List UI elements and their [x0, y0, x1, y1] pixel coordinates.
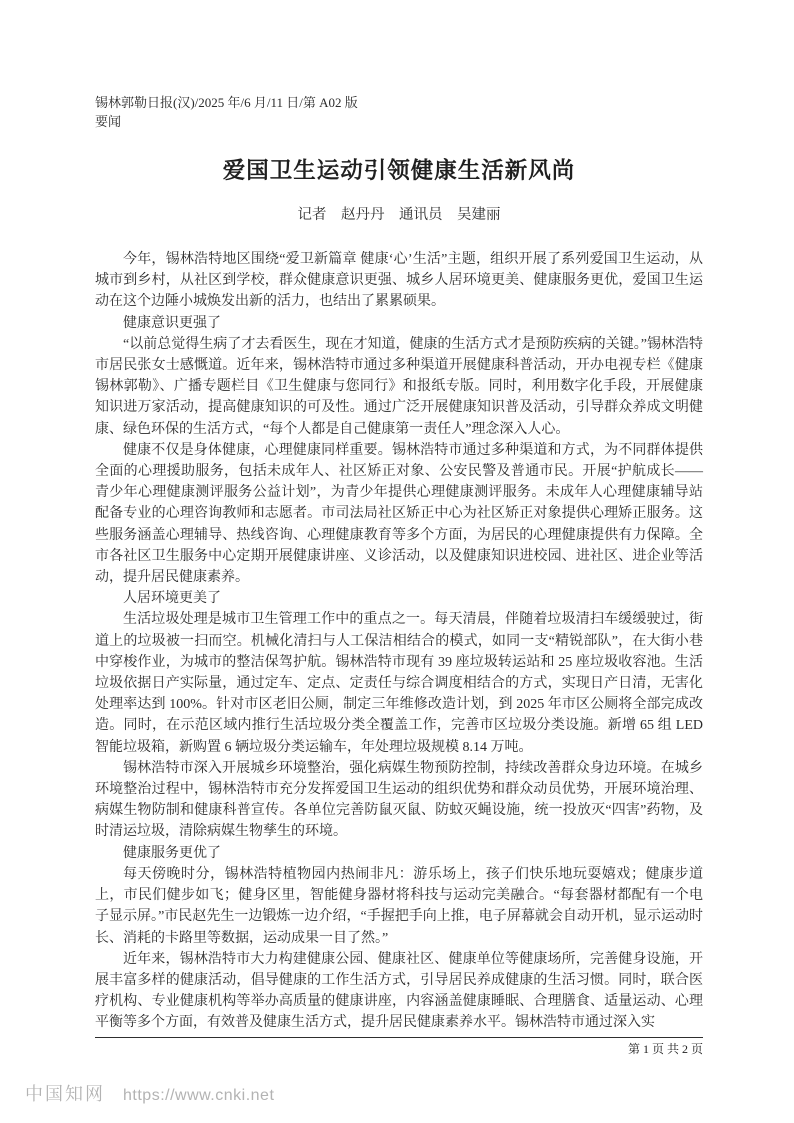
section-subhead: 人居环境更美了 — [123, 591, 221, 607]
body-paragraph: “以前总觉得生病了才去看医生，现在才知道，健康的生活方式才是预防疾病的关键。”锡林浩特市居民张女士感慨道。近年来，锡林浩特市通过多种渠道开展健康科普活动，开办电视专栏《健康锡林郭勒》、广播专题栏目《卫生健康与您同行》和报纸专版。同时，利用数字化手段，开展健康知识进万家活动，提高健康知识的可及性。通过广泛开展健康知识普及活动，引导群众养成文明健康、绿色环保的生活方式，“每个人都是自己健康第一责任人”理念深入人心。 — [95, 336, 703, 437]
cnki-watermark — [25, 1080, 274, 1106]
section-subhead: 健康意识更强了 — [123, 315, 221, 331]
body-paragraph: 生活垃圾处理是城市卫生管理工作中的重点之一。每天清晨，伴随着垃圾清扫车缓缓驶过，街道上的垃圾被一扫而空。机械化清扫与人工保洁相结合的模式，如同一支“精锐部队”，在大街小巷中穿梭作业，为城市的整洁保驾护航。锡林浩特市现有 39 座垃圾转运站和 25 座垃圾收容池。生活垃圾依据日产实际量，通过定车、定点、定责任与综合调度相结合的方式，实现日产日清，无害化处理率达到 100%。针对市区老旧公厕，制定三年维修改造计划，到 2025 年市区公厕将全部完成改造。同时，在示范区域内推行生活垃圾分类全覆盖工作，完善市区垃圾分类设施。新增 65 组 LED 智能垃圾箱，新购置 6 辆垃圾分类运输车，年处理垃圾规模 8.14 万吨。 — [95, 612, 703, 755]
cnki-url-label: https://www.cnki.net — [123, 1087, 275, 1104]
page-footer — [95, 1037, 703, 1057]
article-body — [95, 249, 703, 1034]
article-byline: 记者 赵丹丹 通讯员 吴建丽 — [297, 207, 501, 223]
newspaper-source-line: 锡林郭勒日报(汉)/2025 年/6 月/11 日/第 A02 版 — [95, 95, 358, 110]
body-paragraph: 锡林浩特市深入开展城乡环境整治，强化病媒生物预防控制，持续改善群众身边环境。在城乡环境整治过程中，锡林浩特市充分发挥爱国卫生运动的组织优势和群众动员优势，开展环境治理、病媒生物防制和健康科普宣传。各单位完善防鼠灭鼠、防蚊灭蝇设施，统一投放灭“四害”药物，及时清运垃圾，清除病媒生物孳生的环境。 — [95, 760, 703, 840]
article-title: 爱国卫生运动引领健康生活新风尚 — [222, 158, 576, 183]
section-subhead: 健康服务更优了 — [123, 845, 221, 861]
body-paragraph: 每天傍晚时分，锡林浩特植物园内热闹非凡：游乐场上，孩子们快乐地玩耍嬉戏；健康步道上，市民们健步如飞；健身区里，智能健身器材将科技与运动完美融合。“每套器材都配有一个电子显示屏。”市民赵先生一边锻炼一边介绍，“手握把手向上推，电子屏幕就会自动开机，显示运动时长、消耗的卡路里等数据，运动成果一目了然。” — [95, 866, 703, 946]
body-paragraph: 今年，锡林浩特地区围绕“爱卫新篇章 健康‘心’生活”主题，组织开展了系列爱国卫生运动，从城市到乡村，从社区到学校，群众健康意识更强、城乡人居环境更美、健康服务更优，爱国卫生运动在这个边陲小城焕发出新的活力，也结出了累累硕果。 — [95, 252, 703, 310]
body-paragraph: 近年来，锡林浩特市大力构建健康公园、健康社区、健康单位等健康场所，完善健身设施，开展丰富多样的健康活动，倡导健康的工作生活方式，引导居民养成健康的生活习惯。同时，联合医疗机构、专业健康机构等举办高质量的健康讲座，内容涵盖健康睡眠、合理膳食、适量运动、心理平衡等多个方面，有效普及健康生活方式，提升居民健康素养水平。锡林浩特市通过深入实 — [95, 951, 703, 1031]
page-number-indicator: 第 1 页 共 2 页 — [627, 1042, 703, 1056]
body-paragraph: 健康不仅是身体健康，心理健康同样重要。锡林浩特市通过多种渠道和方式，为不同群体提供全面的心理援助服务，包括未成年人、社区矫正对象、公安民警及普通市民。开展“护航成长——青少年心理健康测评服务公益计划”，为青少年提供心理健康测评服务。未成年人心理健康辅导站配备专业的心理咨询教师和志愿者。市司法局社区矫正中心为社区矫正对象提供心理矫正服务。这些服务涵盖心理辅导、热线咨询、心理健康教育等多个方面，为居民的心理健康提供有力保障。全市各社区卫生服务中心定期开展健康讲座、义诊活动，以及健康知识进校园、进社区、进企业等活动，提升居民健康素养。 — [95, 442, 703, 586]
page-content — [95, 94, 703, 1034]
cnki-brand-label: 中国知网 — [25, 1084, 105, 1104]
document-header — [95, 94, 703, 131]
section-label: 要闻 — [95, 113, 122, 129]
